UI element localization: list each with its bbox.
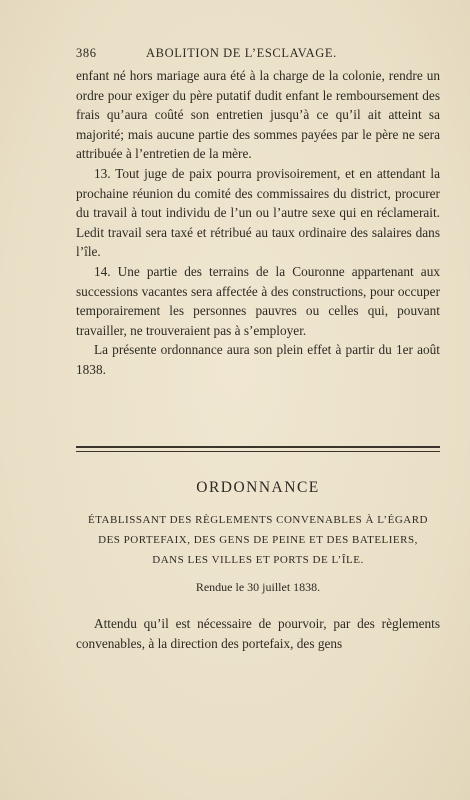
subtitle-line: DES PORTEFAIX, DES GENS DE PEINE ET DES BATELIERS, (98, 534, 418, 546)
article-13: 13. Tout juge de paix pourra provisoirement, et en attendant la prochaine réunion du comité des commissaires du district, procurer du travail à tout individu de l’un ou l’autre sexe qui en réclamerait. Ledit travail sera taxé et rétribué au taux ordinaire des salaires dans l’île. (76, 165, 440, 260)
subtitle-line: ÉTABLISSANT DES RÈGLEMENTS CONVENABLES À L’ÉGARD (88, 514, 428, 526)
ordinance-title: ORDONNANCE (196, 479, 320, 496)
paragraph-continuation: enfant né hors mariage aura été à la charge de la colonie, rendre un ordre pour exiger du père putatif dudit enfant le remboursement des frais qu’aura coûté son entretien jusqu’à ce qu’il ait atteint sa majorité; mais aucune partie des sommes payées par le père ne sera attribuée à l’entretien de la mère. (76, 68, 440, 162)
article-14: 14. Une partie des terrains de la Couronne appartenant aux successions vacantes sera affectée à des constructions, pour occuper temporairement les personnes pauvres ou celles qui, pouvant travailler, ne trouveraient pas à s’employer. (76, 263, 440, 338)
ordinance-date: Rendue le 30 juillet 1838. (195, 580, 321, 594)
section-divider-thin (76, 451, 440, 452)
running-title: ABOLITION DE L’ESCLAVAGE. (146, 46, 337, 60)
ordinance-subtitle (76, 510, 440, 570)
ordinance-opening: Attendu qu’il est nécessaire de pourvoir, par des règlements convenables, à la direction des portefaix, des gens (76, 616, 440, 651)
section-divider (76, 446, 440, 448)
page-number: 386 (76, 46, 97, 60)
effective-date-paragraph: La présente ordonnance aura son plein effet à partir du 1er août 1838. (76, 342, 440, 377)
subtitle-line: DANS LES VILLES ET PORTS DE L’ÎLE. (152, 554, 364, 566)
ordinance-text (76, 614, 440, 653)
article-text (76, 66, 440, 380)
